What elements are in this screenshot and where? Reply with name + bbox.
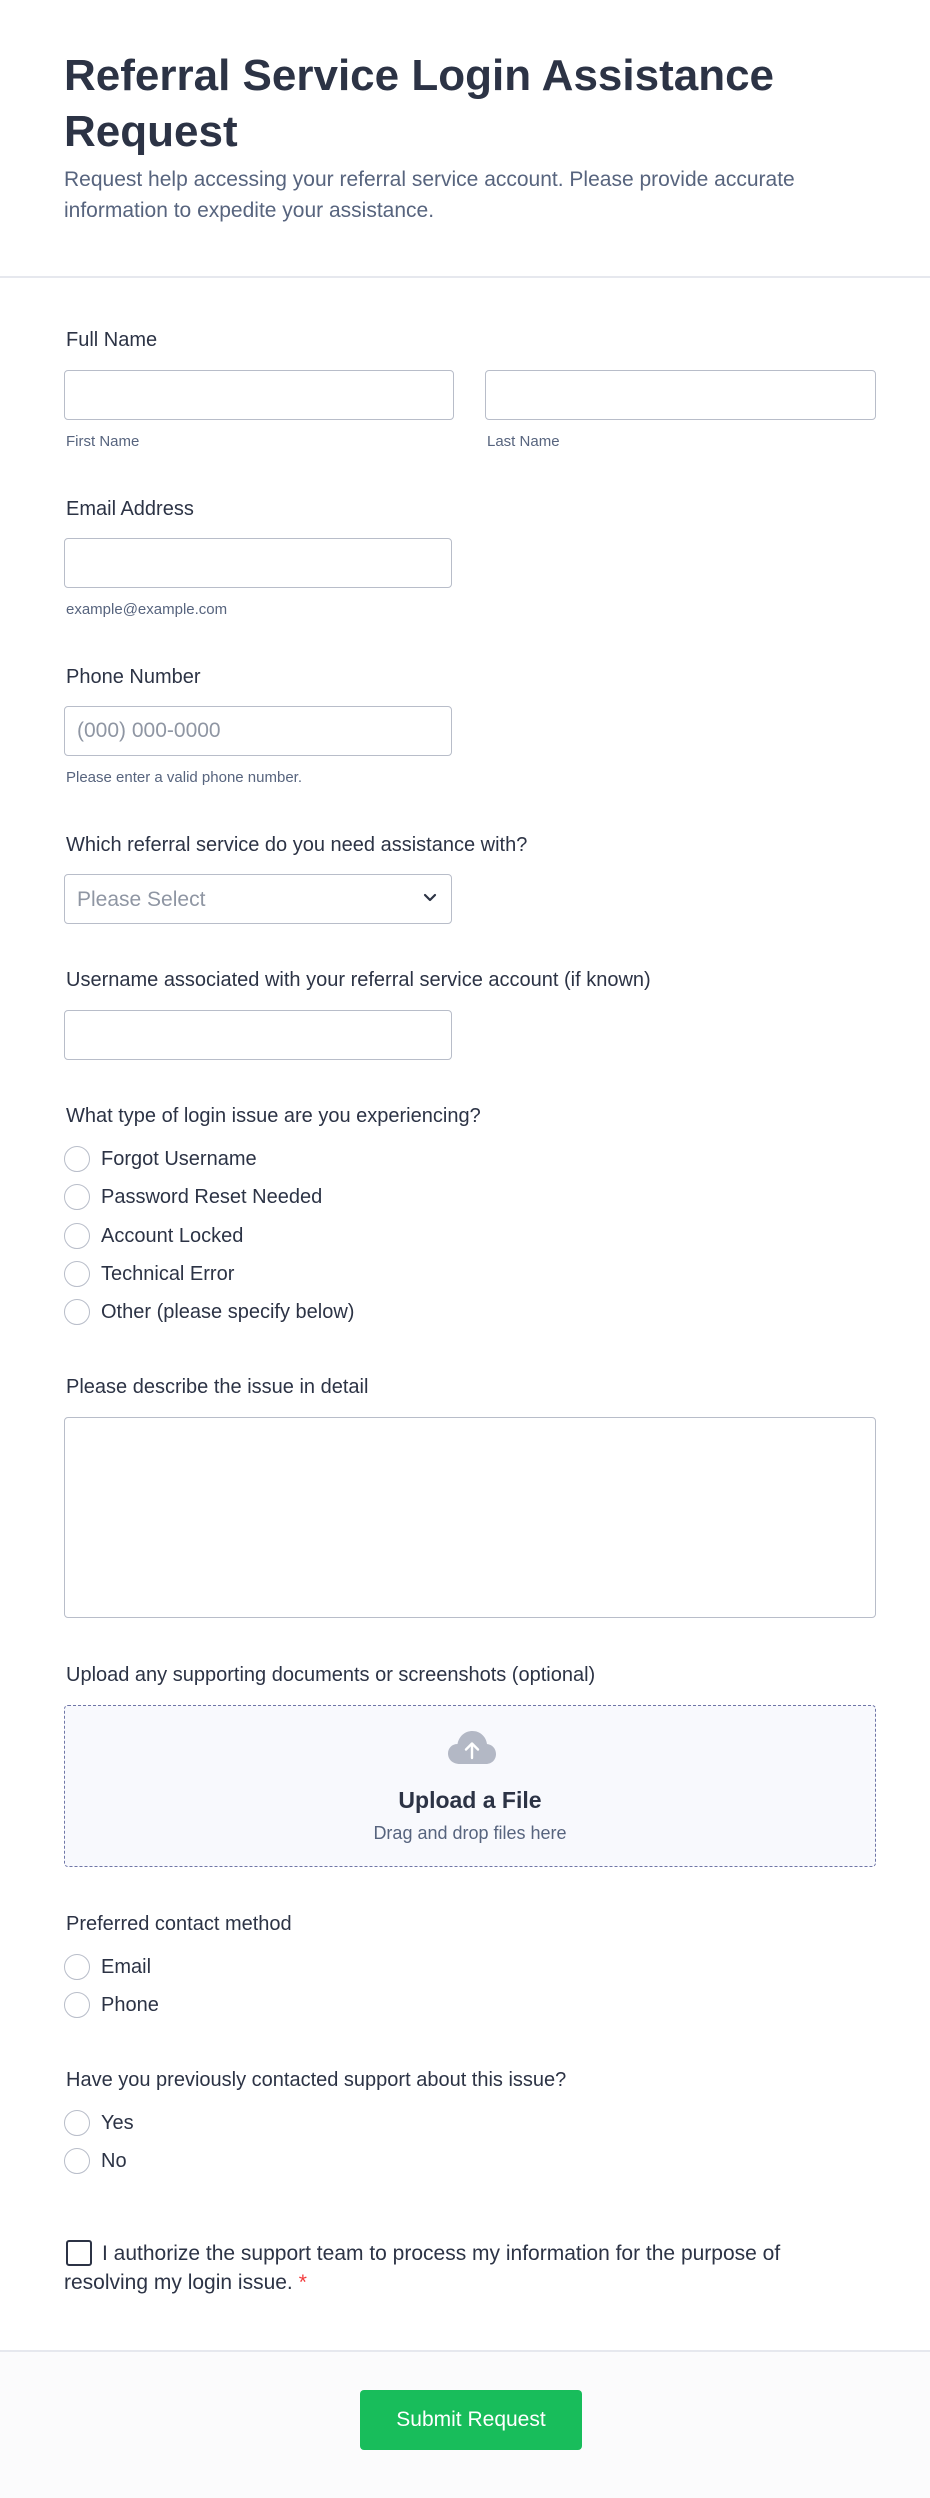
phone-sublabel: Please enter a valid phone number. (66, 769, 302, 786)
contact-method-label: Preferred contact method (66, 1913, 292, 1935)
submit-button[interactable]: Submit Request (360, 2390, 582, 2450)
radio-button[interactable] (64, 1299, 90, 1325)
last-name-input[interactable] (485, 370, 876, 420)
consent-text-block (64, 2239, 784, 2297)
radio-button[interactable] (64, 1954, 90, 1980)
radio-label: Phone (101, 1994, 159, 2016)
first-name-sublabel: First Name (66, 433, 140, 450)
radio-label: Other (please specify below) (101, 1301, 355, 1323)
username-input[interactable] (64, 1010, 452, 1060)
description-label: Please describe the issue in detail (66, 1376, 369, 1398)
form-header (0, 0, 930, 278)
email-label: Email Address (66, 498, 194, 520)
email-input[interactable] (64, 538, 452, 588)
last-name-sublabel: Last Name (487, 433, 560, 450)
upload-hint: Drag and drop files here (373, 1823, 567, 1843)
radio-button[interactable] (64, 1146, 90, 1172)
service-select[interactable] (64, 874, 452, 924)
description-textarea[interactable] (64, 1417, 876, 1618)
radio-button[interactable] (64, 1223, 90, 1249)
issue-type-label: What type of login issue are you experiencing? (66, 1105, 481, 1127)
upload-label: Upload any supporting documents or screenshots (optional) (66, 1664, 596, 1686)
radio-label: Yes (101, 2112, 134, 2134)
radio-label: Technical Error (101, 1263, 235, 1285)
required-asterisk: * (298, 2271, 307, 2294)
form-footer (0, 2350, 930, 2498)
chevron-down-icon (423, 893, 437, 903)
radio-label: Password Reset Needed (101, 1186, 323, 1208)
radio-button[interactable] (64, 2110, 90, 2136)
radio-button[interactable] (64, 2148, 90, 2174)
upload-title: Upload a File (398, 1787, 542, 1813)
phone-input[interactable] (64, 706, 452, 756)
previous-contact-label: Have you previously contacted support about this issue? (66, 2069, 567, 2091)
consent-label: I authorize the support team to process my information for the purpose of resolving my login issue. (64, 2242, 781, 2294)
radio-label: Forgot Username (101, 1148, 257, 1170)
radio-label: Account Locked (101, 1225, 244, 1247)
full-name-label: Full Name (66, 329, 158, 351)
email-sublabel: example@example.com (66, 601, 228, 618)
radio-label: No (101, 2150, 127, 2172)
first-name-input[interactable] (64, 370, 454, 420)
radio-button[interactable] (64, 1184, 90, 1210)
radio-button[interactable] (64, 1992, 90, 2018)
username-label: Username associated with your referral service account (if known) (66, 969, 651, 991)
page-title: Referral Service Login Assistance Request (64, 51, 775, 156)
radio-button[interactable] (64, 1261, 90, 1287)
phone-label: Phone Number (66, 666, 201, 688)
service-label: Which referral service do you need assistance with? (66, 834, 528, 856)
radio-label: Email (101, 1956, 152, 1978)
service-select-value: Please Select (77, 888, 206, 911)
file-upload-dropzone[interactable] (64, 1705, 876, 1867)
page-subtitle: Request help accessing your referral service account. Please provide accurate information to expedite your assistance. (64, 168, 795, 222)
cloud-upload-icon (447, 1730, 497, 1766)
